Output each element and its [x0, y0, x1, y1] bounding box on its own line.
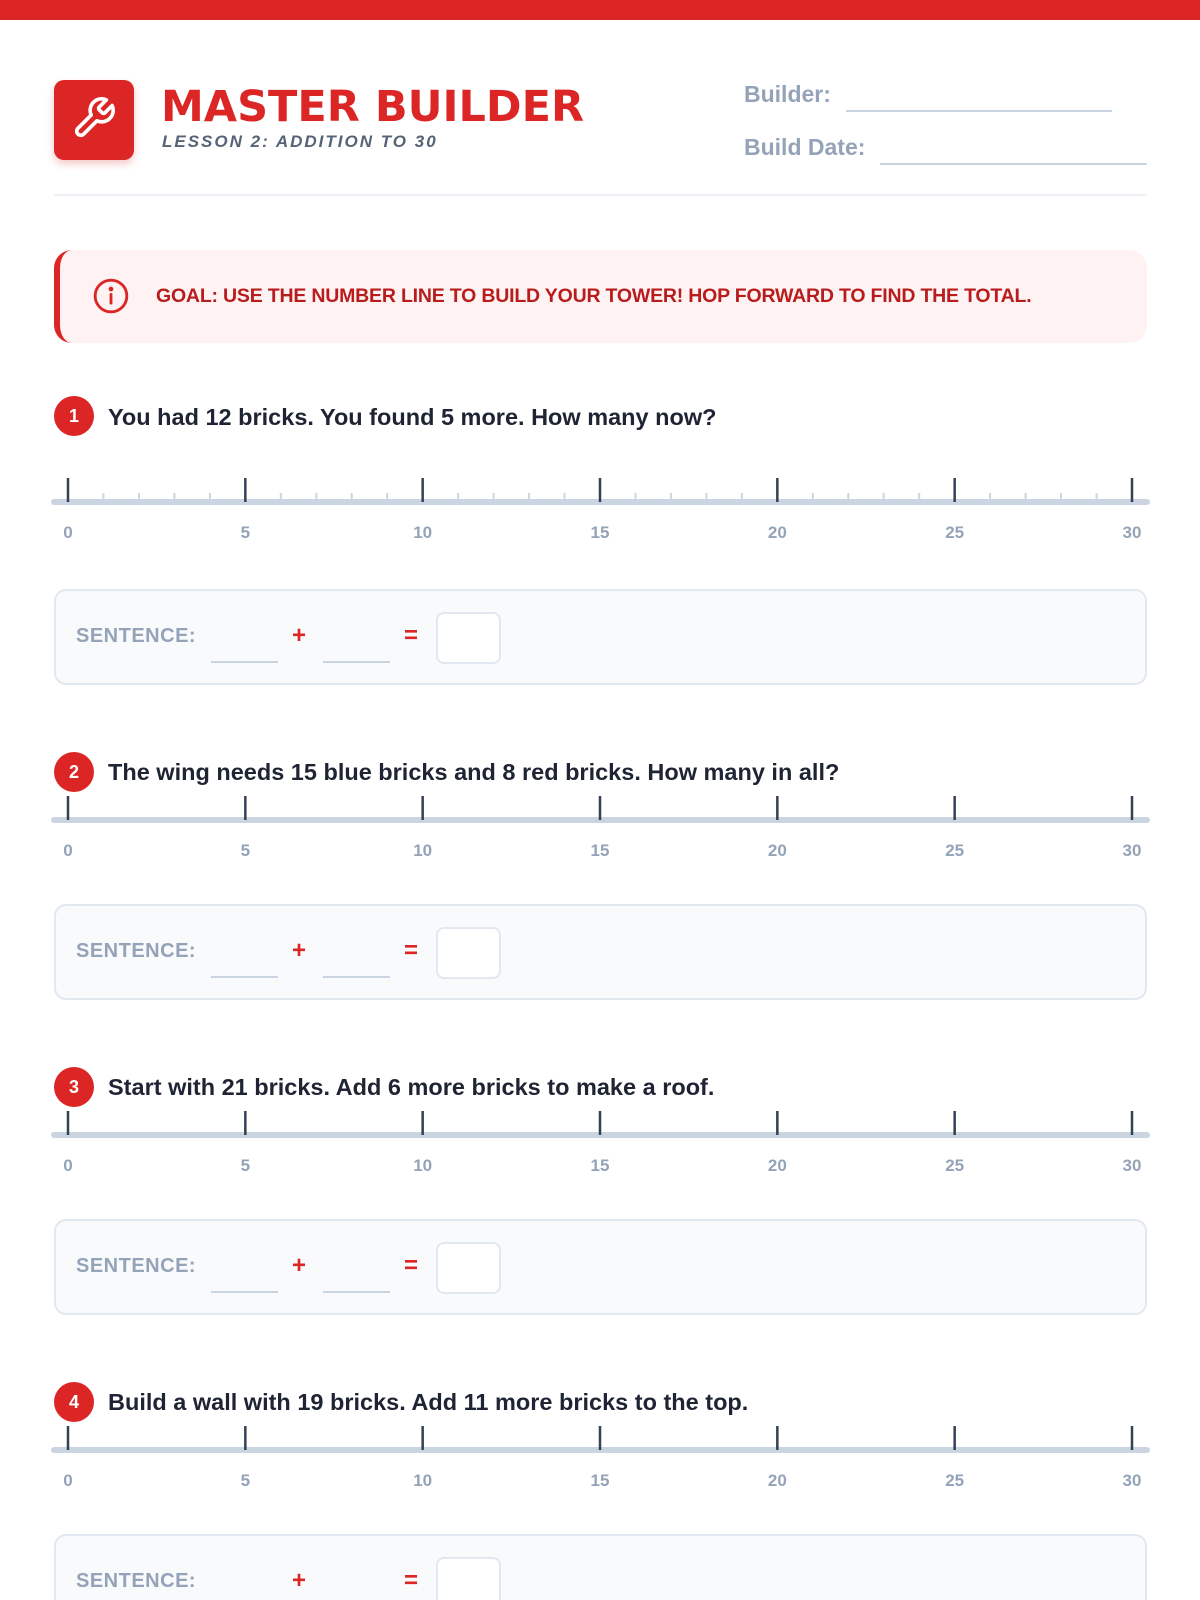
problem-number-badge: 4: [54, 1382, 94, 1422]
problem-text: Start with 21 bricks. Add 6 more bricks to make a roof.: [108, 1074, 715, 1100]
builder-label: Builder:: [744, 81, 831, 107]
problem-2: [54, 752, 1147, 1002]
problem-number-badge: 3: [54, 1067, 94, 1107]
goal-text: GOAL: USE THE NUMBER LINE TO BUILD YOUR TOWER! HOP FORWARD TO FIND THE TOTAL.: [156, 285, 1032, 307]
tick-label: 0: [63, 841, 73, 860]
builder-field[interactable]: [846, 110, 1112, 112]
addend-1-blank[interactable]: [211, 661, 278, 663]
tick-label: 30: [1122, 523, 1142, 542]
build-date-label: Build Date:: [744, 134, 866, 160]
answer-box[interactable]: [436, 927, 501, 979]
sentence-label: SENTENCE:: [76, 625, 197, 647]
tick-label: 30: [1122, 1471, 1142, 1490]
problem-number-badge: 2: [54, 752, 94, 792]
tick-label: 25: [945, 523, 965, 542]
number-line: [54, 1426, 1147, 1506]
plus-sign: +: [292, 1567, 307, 1594]
tick-label: 10: [413, 523, 433, 542]
tick-label: 15: [590, 841, 610, 860]
plus-sign: +: [292, 937, 307, 964]
tick-label: 20: [767, 841, 787, 860]
number-sentence: [54, 589, 1147, 685]
tick-label: 5: [240, 841, 251, 860]
answer-box[interactable]: [436, 612, 501, 664]
answer-box[interactable]: [436, 1557, 501, 1600]
problem-text: The wing needs 15 blue bricks and 8 red bricks. How many in all?: [108, 759, 840, 785]
goal-banner: [54, 250, 1147, 343]
tick-label: 25: [945, 1471, 965, 1490]
tick-label: 0: [63, 1156, 73, 1175]
tick-label: 25: [945, 1156, 965, 1175]
equals-sign: =: [404, 1252, 419, 1279]
tick-label: 10: [413, 1156, 433, 1175]
top-accent-bar: [0, 0, 1200, 20]
tick-label: 20: [767, 523, 787, 542]
tick-label: 15: [590, 523, 610, 542]
addend-1-blank[interactable]: [211, 1291, 278, 1293]
sentence-label: SENTENCE:: [76, 940, 197, 962]
equals-sign: =: [404, 937, 419, 964]
addend-2-blank[interactable]: [323, 976, 390, 978]
logo: [54, 80, 134, 160]
page-title: MASTER BUILDER: [161, 82, 585, 132]
number-line: [54, 478, 1147, 568]
number-line: [54, 1111, 1147, 1191]
lesson-subtitle: LESSON 2: ADDITION TO 30: [162, 132, 438, 151]
problem-1: [54, 396, 1147, 686]
info-icon: [92, 277, 130, 315]
number-line: [54, 796, 1147, 876]
plus-sign: +: [292, 622, 307, 649]
tick-label: 10: [413, 1471, 433, 1490]
tick-label: 30: [1122, 841, 1142, 860]
tick-label: 20: [767, 1471, 787, 1490]
tick-label: 5: [240, 1156, 251, 1175]
tick-label: 5: [240, 1471, 251, 1490]
tick-label: 0: [63, 1471, 73, 1490]
number-sentence: [54, 1534, 1147, 1600]
problem-number-badge: 1: [54, 396, 94, 436]
tick-label: 15: [590, 1156, 610, 1175]
tick-label: 25: [945, 841, 965, 860]
answer-box[interactable]: [436, 1242, 501, 1294]
problem-text: You had 12 bricks. You found 5 more. How many now?: [108, 404, 717, 430]
sentence-label: SENTENCE:: [76, 1570, 197, 1592]
equals-sign: =: [404, 1567, 419, 1594]
tick-label: 15: [590, 1471, 610, 1490]
tick-label: 0: [63, 523, 73, 542]
plus-sign: +: [292, 1252, 307, 1279]
worksheet-header: [54, 80, 1147, 196]
number-sentence: [54, 1219, 1147, 1315]
equals-sign: =: [404, 622, 419, 649]
addend-2-blank[interactable]: [323, 1291, 390, 1293]
tick-label: 20: [767, 1156, 787, 1175]
wrench-icon: [71, 95, 117, 146]
tick-label: 10: [413, 841, 433, 860]
sentence-label: SENTENCE:: [76, 1255, 197, 1277]
tick-label: 5: [240, 523, 251, 542]
addend-1-blank[interactable]: [211, 976, 278, 978]
number-sentence: [54, 904, 1147, 1000]
tick-label: 30: [1122, 1156, 1142, 1175]
build-date-field[interactable]: [880, 163, 1147, 165]
problem-text: Build a wall with 19 bricks. Add 11 more bricks to the top.: [108, 1389, 749, 1415]
problem-4: [54, 1382, 1147, 1600]
addend-2-blank[interactable]: [323, 661, 390, 663]
problem-3: [54, 1067, 1147, 1317]
